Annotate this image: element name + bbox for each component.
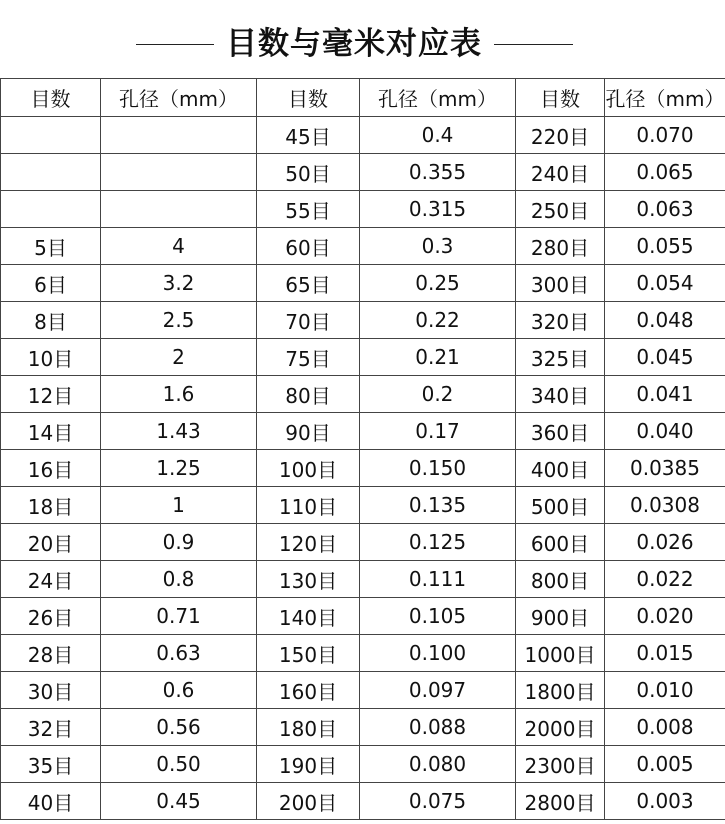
mesh-cell: 900目 [516,598,605,635]
aperture-cell: 0.003 [605,783,725,820]
mesh-cell: 75目 [257,339,360,376]
mesh-cell: 80目 [257,376,360,413]
header-row [1,79,725,117]
mesh-cell: 325目 [516,339,605,376]
table-row [1,487,725,524]
aperture-cell: 0.054 [605,265,725,302]
mesh-cell: 2000目 [516,709,605,746]
mesh-cell: 14目 [1,413,101,450]
aperture-cell: 1 [101,487,257,524]
aperture-cell: 0.56 [101,709,257,746]
aperture-cell: 0.010 [605,672,725,709]
mesh-cell: 12目 [1,376,101,413]
table-row [1,413,725,450]
aperture-cell: 0.9 [101,524,257,561]
header-mesh-1: 目数 [1,79,101,117]
aperture-cell: 0.4 [360,117,516,154]
table-row [1,339,725,376]
mesh-cell: 32目 [1,709,101,746]
table-row [1,228,725,265]
aperture-cell: 0.070 [605,117,725,154]
aperture-cell: 0.71 [101,598,257,635]
aperture-cell: 0.111 [360,561,516,598]
mesh-cell: 360目 [516,413,605,450]
mesh-cell: 1000目 [516,635,605,672]
mesh-cell: 500目 [516,487,605,524]
aperture-cell: 0.063 [605,191,725,228]
mesh-cell: 28目 [1,635,101,672]
aperture-cell: 0.045 [605,339,725,376]
title-rule-right [494,44,573,45]
aperture-cell: 0.075 [360,783,516,820]
page-title: 目数与毫米对应表 [226,26,482,62]
aperture-cell: 4 [101,228,257,265]
aperture-cell [101,117,257,154]
mesh-cell: 2300目 [516,746,605,783]
mesh-cell: 26目 [1,598,101,635]
aperture-cell: 0.6 [101,672,257,709]
aperture-cell: 0.048 [605,302,725,339]
mesh-cell: 35目 [1,746,101,783]
mesh-cell: 2800目 [516,783,605,820]
aperture-cell: 0.45 [101,783,257,820]
aperture-cell: 2 [101,339,257,376]
aperture-cell: 0.50 [101,746,257,783]
aperture-cell: 1.43 [101,413,257,450]
mesh-cell: 30目 [1,672,101,709]
aperture-cell: 2.5 [101,302,257,339]
mesh-cell: 600目 [516,524,605,561]
aperture-cell: 0.088 [360,709,516,746]
mesh-cell: 320目 [516,302,605,339]
mesh-cell: 140目 [257,598,360,635]
table-row [1,154,725,191]
aperture-cell: 0.125 [360,524,516,561]
mesh-cell: 280目 [516,228,605,265]
mesh-cell: 240目 [516,154,605,191]
aperture-cell: 0.055 [605,228,725,265]
mesh-cell: 16目 [1,450,101,487]
mesh-cell: 190目 [257,746,360,783]
table-row [1,265,725,302]
mesh-cell: 70目 [257,302,360,339]
aperture-cell: 0.041 [605,376,725,413]
table-row [1,450,725,487]
aperture-cell: 0.105 [360,598,516,635]
mesh-cell: 55目 [257,191,360,228]
mesh-cell: 300目 [516,265,605,302]
table-body [1,117,725,820]
mesh-cell [1,117,101,154]
aperture-cell: 0.008 [605,709,725,746]
table-row [1,302,725,339]
mesh-cell [1,154,101,191]
table-row [1,709,725,746]
mesh-cell: 10目 [1,339,101,376]
mesh-cell: 150目 [257,635,360,672]
mesh-cell: 8目 [1,302,101,339]
mesh-cell: 24目 [1,561,101,598]
mesh-cell: 180目 [257,709,360,746]
mesh-cell: 65目 [257,265,360,302]
aperture-cell: 0.040 [605,413,725,450]
table-row [1,783,725,820]
mesh-cell: 220目 [516,117,605,154]
aperture-cell: 0.020 [605,598,725,635]
aperture-cell: 0.355 [360,154,516,191]
aperture-cell: 0.097 [360,672,516,709]
aperture-cell: 0.100 [360,635,516,672]
aperture-cell: 0.25 [360,265,516,302]
aperture-cell: 0.3 [360,228,516,265]
header-aperture-3: 孔径（mm） [605,79,725,117]
aperture-cell: 0.0385 [605,450,725,487]
mesh-cell: 250目 [516,191,605,228]
table-row [1,191,725,228]
aperture-cell: 0.63 [101,635,257,672]
mesh-table [0,78,725,820]
mesh-cell: 110目 [257,487,360,524]
mesh-cell: 1800目 [516,672,605,709]
header-mesh-3: 目数 [516,79,605,117]
mesh-cell: 800目 [516,561,605,598]
table-row [1,672,725,709]
aperture-cell: 0.065 [605,154,725,191]
mesh-cell: 400目 [516,450,605,487]
table-row [1,117,725,154]
aperture-cell: 0.17 [360,413,516,450]
table-row [1,561,725,598]
aperture-cell: 3.2 [101,265,257,302]
mesh-cell: 18目 [1,487,101,524]
table-row [1,524,725,561]
header-aperture-1: 孔径（mm） [101,79,257,117]
aperture-cell [101,154,257,191]
aperture-cell: 0.135 [360,487,516,524]
mesh-cell: 5目 [1,228,101,265]
header-mesh-2: 目数 [257,79,360,117]
mesh-cell: 200目 [257,783,360,820]
table-row [1,376,725,413]
mesh-cell [1,191,101,228]
mesh-cell: 40目 [1,783,101,820]
title-rule-left [136,44,214,45]
mesh-cell: 90目 [257,413,360,450]
mesh-cell: 130目 [257,561,360,598]
aperture-cell: 0.2 [360,376,516,413]
aperture-cell: 0.015 [605,635,725,672]
aperture-cell: 0.022 [605,561,725,598]
mesh-cell: 340目 [516,376,605,413]
aperture-cell: 0.0308 [605,487,725,524]
header-aperture-2: 孔径（mm） [360,79,516,117]
mesh-cell: 50目 [257,154,360,191]
mesh-cell: 160目 [257,672,360,709]
mesh-cell: 45目 [257,117,360,154]
mesh-cell: 20目 [1,524,101,561]
table-row [1,746,725,783]
aperture-cell: 0.150 [360,450,516,487]
aperture-cell: 0.005 [605,746,725,783]
mesh-cell: 60目 [257,228,360,265]
aperture-cell: 0.026 [605,524,725,561]
aperture-cell: 0.080 [360,746,516,783]
title-bar [0,0,725,78]
aperture-cell: 1.25 [101,450,257,487]
aperture-cell: 0.8 [101,561,257,598]
mesh-cell: 120目 [257,524,360,561]
mesh-cell: 6目 [1,265,101,302]
aperture-cell: 0.22 [360,302,516,339]
aperture-cell: 1.6 [101,376,257,413]
table-row [1,635,725,672]
aperture-cell [101,191,257,228]
table-row [1,598,725,635]
aperture-cell: 0.315 [360,191,516,228]
aperture-cell: 0.21 [360,339,516,376]
mesh-cell: 100目 [257,450,360,487]
